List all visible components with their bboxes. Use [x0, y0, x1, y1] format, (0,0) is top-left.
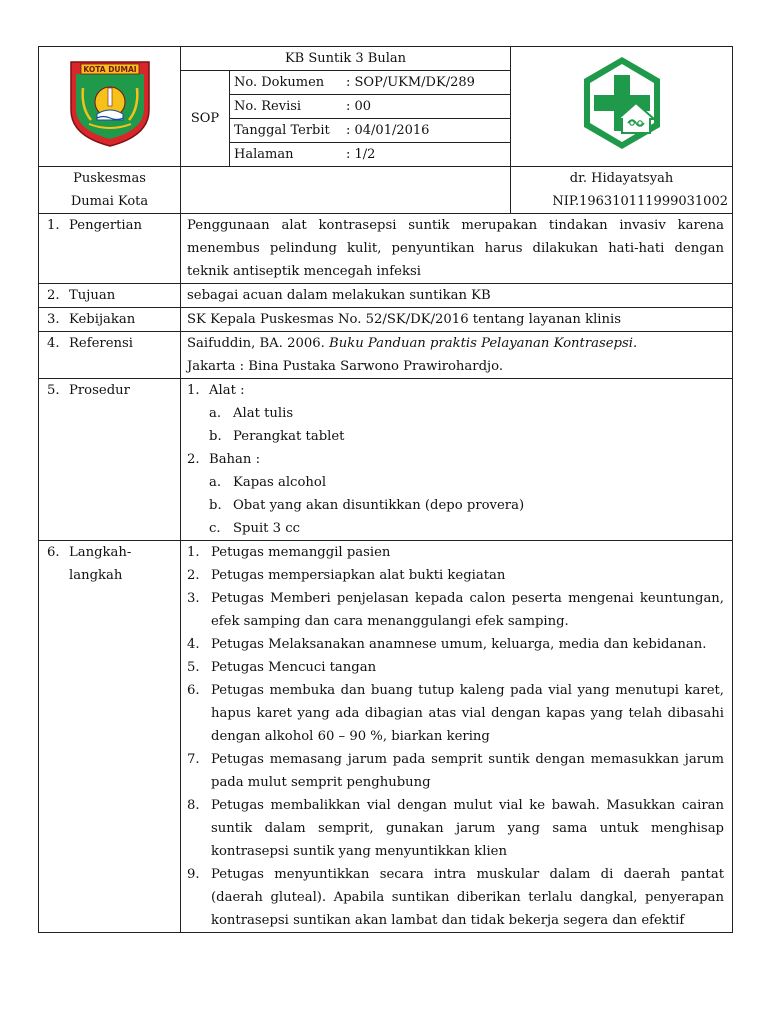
list-item: c. Spuit 3 cc	[209, 521, 301, 536]
pengertian-text: Penggunaan alat kontrasepsi suntik merupakan tindakan invasiv karena menembus pelindung kulit, penyuntikan harus dilakukan hati-hati dengan teknik antiseptik mencegah infeksi	[181, 214, 733, 284]
reference-book-title: Buku Panduan praktis Pelayanan Kontrasepsi.	[329, 336, 638, 351]
list-item: 1. Alat :	[187, 383, 245, 398]
meta-tanggal-terbit: Tanggal Terbit : 04/01/2016	[230, 119, 511, 143]
step-item: 6. Petugas membuka dan buang tutup kaleng pada vial yang menutupi karet, hapus karet yang ada dibagian atas vial dengan kapas yang telah dibasahi dengan alkohol 60 – 90 %, biarkan kering	[187, 683, 724, 744]
tujuan-text: sebagai acuan dalam melakukan suntikan KB	[181, 284, 733, 308]
kebijakan-text: SK Kepala Puskesmas No. 52/SK/DK/2016 tentang layanan klinis	[181, 308, 733, 332]
list-item: a. Alat tulis	[209, 406, 294, 421]
meta-halaman: Halaman : 1/2	[230, 143, 511, 167]
meta-dokumen: No. Dokumen : SOP/UKM/DK/289	[230, 71, 511, 95]
signer-name: dr. Hidayatsyah	[569, 171, 674, 186]
label-tujuan: 2. Tujuan	[39, 284, 181, 308]
prosedur-list	[181, 379, 733, 541]
signer-nip: NIP.196310111999031002	[552, 194, 728, 209]
logo-caption: KOTA DUMAI	[82, 64, 137, 74]
langkah-list	[181, 541, 733, 933]
list-item: b. Obat yang akan disuntikkan (depo provera)	[209, 498, 525, 513]
list-item: b. Perangkat tablet	[209, 429, 345, 444]
blank-header-cell	[181, 167, 511, 214]
step-item: 2. Petugas mempersiapkan alat bukti kegiatan	[187, 568, 506, 583]
label-pengertian: 1. Pengertian	[39, 214, 181, 284]
step-item: 1. Petugas memanggil pasien	[187, 545, 391, 560]
kota-dumai-crest-icon	[67, 58, 153, 148]
organization-name: Puskesmas Dumai Kota	[39, 167, 181, 214]
step-item: 3. Petugas Memberi penjelasan kepada calon peserta mengenai keuntungan, efek samping dan cara menanggulangi efek samping.	[187, 591, 724, 629]
list-item: 2. Bahan :	[187, 452, 261, 467]
meta-revisi: No. Revisi : 00	[230, 95, 511, 119]
list-item: a. Kapas alcohol	[209, 475, 327, 490]
sop-document	[38, 46, 732, 933]
step-item: 4. Petugas Melaksanakan anamnese umum, keluarga, media dan kebidanan.	[187, 637, 707, 652]
referensi-text: Saifuddin, BA. 2006. Buku Panduan praktis Pelayanan Kontrasepsi. Jakarta : Bina Pustaka Sarwono Prawirohardjo.	[181, 332, 733, 379]
label-referensi: 4. Referensi	[39, 332, 181, 379]
step-item: 9. Petugas menyuntikkan secara intra muskular dalam di daerah pantat (daerah gluteal). Apabila suntikan diberikan terlalu dangkal, penyerapan kontrasepsi suntikan akan lambat dan tidak bekerja segera dan efektif	[187, 867, 724, 928]
signature-block	[511, 167, 733, 214]
kota-dumai-logo	[39, 47, 181, 167]
step-item: 5. Petugas Mencuci tangan	[187, 660, 377, 675]
label-prosedur: 5. Prosedur	[39, 379, 181, 541]
puskesmas-cross-icon	[574, 53, 670, 153]
step-item: 7. Petugas memasang jarum pada semprit suntik dengan memasukkan jarum pada mulut semprit penghubung	[187, 752, 724, 790]
label-langkah: 6. Langkah- langkah	[39, 541, 181, 933]
step-item: 8. Petugas membalikkan vial dengan mulut vial ke bawah. Masukkan cairan suntik dalam semprit, gunakan jarum yang sama untuk menghisap kontrasepsi suntik yang menyuntikkan klien	[187, 798, 724, 859]
puskesmas-logo	[511, 47, 733, 167]
sop-title: KB Suntik 3 Bulan	[181, 47, 511, 71]
sop-label: SOP	[181, 71, 230, 167]
label-kebijakan: 3. Kebijakan	[39, 308, 181, 332]
sop-table	[38, 46, 733, 933]
